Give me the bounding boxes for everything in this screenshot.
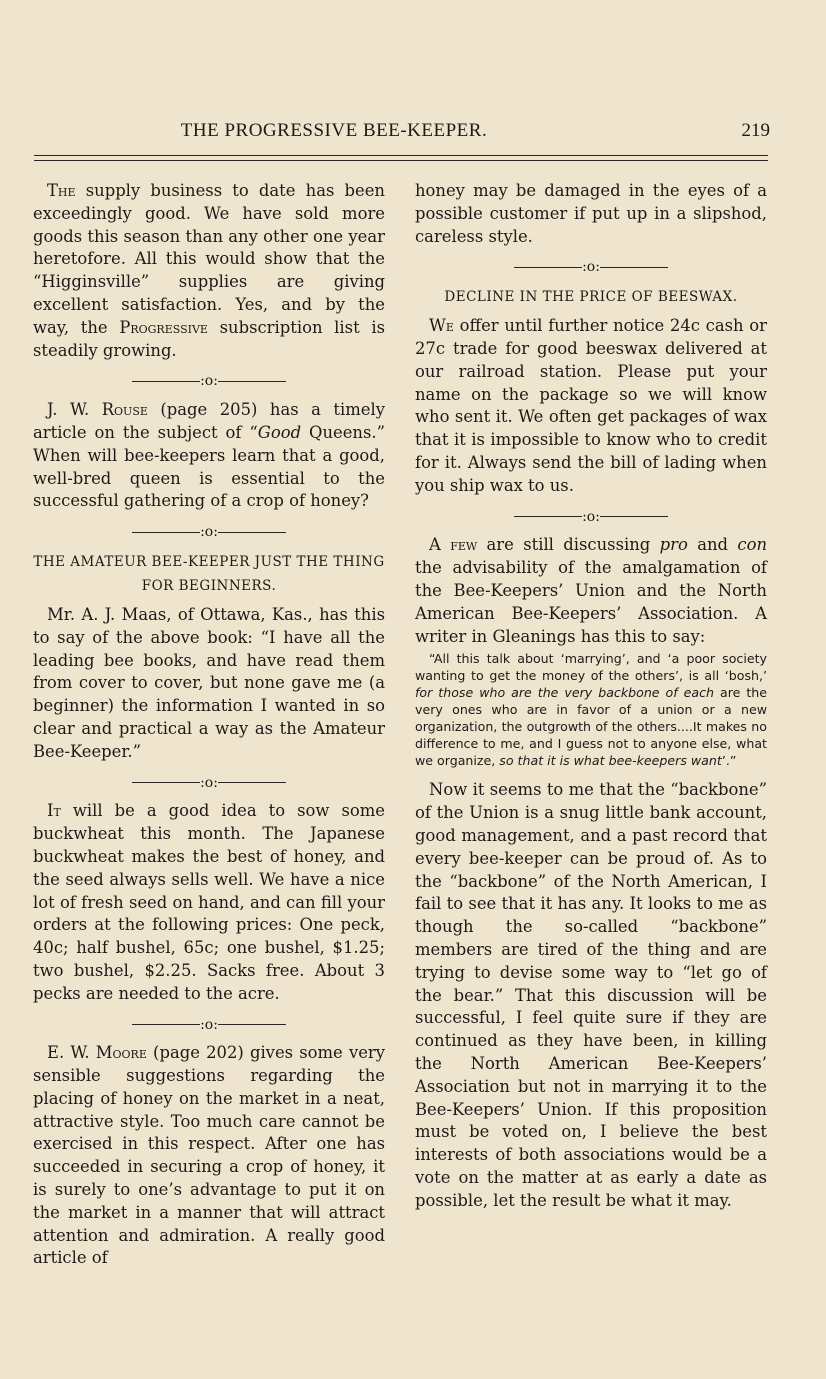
paragraph-text: subscription list is steadily growing.: [33, 317, 386, 360]
separator-mark: :o:: [200, 1016, 218, 1033]
paragraph-text: offer until further notice 24c cash or 27c trade for good beeswax delivered at our railroad station. Please put your name on the package so we will know who sent it. We often get packages of wax that it is impossible to know who to credit for it. Always send the bill of lading when you ship wax to us.: [415, 316, 767, 495]
section-separator: [415, 506, 767, 529]
quote-text: “All this talk about ‘marrying’, and ‘a poor society wanting to get the money of the others’, is all ‘bosh,’: [415, 651, 767, 684]
paragraph-backbone: Now it seems to me that the “backbone” of the Union is a snug little bank account, good management, and a past record that every bee-keeper can be proud of. As to the “backbone” of the North American, I fail to see that it has any. It looks to me as though the so-called “backbone” members are tired of the thing and are trying to devise some way to “let go of the bear.” That this discussion will be successful, I feel quite sure if they are continued as they have been, in killing the North American Bee-Keepers’ Association but not in marrying it to the Bee-Keepers’ Union. If this proposition must be voted on, I believe the best interests of both associations would be a vote on the matter at as early a date as possible, let the result be what it may.: [415, 780, 767, 1210]
paragraph-text: Queens.” When will bee-keepers learn that a good, well-bred queen is essential to the successful gathering of a crop of honey?: [33, 422, 385, 511]
section-separator: [33, 370, 385, 393]
separator-mark: :o:: [582, 259, 600, 276]
paragraph-text: will be a good idea to sow some buckwheat this month. The Japanese buckwheat makes the best of honey, and the seed always sells well. We have a nice lot of fresh seed on hand, and can fill your orders at the following prices: One peck, 40c; half bushel, 65c; one bushel, $1.25; two bushel, $2.25. Sacks free. About 3 pecks are needed to the acre.: [33, 801, 385, 1003]
paragraph-text: (page 202) gives some very sensible suggestions regarding the placing of honey on the market in a neat, attractive style. Too much care cannot be exercised in this respect. After one has succeeded in securing a crop of honey, it is surely to one’s advantage to put it on the market in a manner that will attract attention and admiration. A really good article of: [33, 1043, 385, 1268]
section-separator: [33, 772, 385, 795]
quote-emphasis: for those who are the very backbone of each: [415, 685, 715, 701]
running-title: THE PROGRESSIVE BEE-KEEPER.: [180, 120, 488, 141]
section-heading-beeswax: DECLINE IN THE PRICE OF BEESWAX.: [444, 289, 738, 306]
section-heading-amateur: THE AMATEUR BEE-KEEPER JUST THE THING FOR BEGINNERS.: [33, 553, 385, 594]
emphasis: pro: [659, 535, 688, 555]
quote-emphasis: so that it is what bee-keepers want: [499, 753, 722, 769]
paragraph-text: are still discussing: [477, 535, 660, 555]
right-column: [415, 180, 767, 1212]
paragraph-buckwheat: [33, 800, 385, 1005]
emphasis: con: [737, 535, 767, 555]
paragraph-text: (page 205) has a timely article on the subject of “: [33, 400, 386, 442]
emphasis: Good: [257, 422, 302, 442]
header-rule: [34, 155, 768, 156]
paragraph-maas: Mr. A. J. Maas, of Ottawa, Kas., has this to say of the above book: “I have all the leading bee books, and have read them from cover to cover, but none gave me (a beginner) the information I wanted in so clear and practical a way as the Amateur Bee-Keeper.”: [33, 604, 385, 761]
separator-mark: :o:: [582, 508, 600, 525]
lead-word: The: [47, 181, 76, 200]
paragraph-continued: honey may be damaged in the eyes of a possible customer if put up in a slipshod, careless style.: [415, 181, 767, 246]
small-caps-word: Progressive: [119, 317, 208, 337]
header-rule-double: [34, 160, 768, 161]
separator-mark: :o:: [200, 774, 218, 791]
paragraph-text: and: [687, 535, 738, 555]
paragraph-amalgamation: [415, 534, 767, 648]
paragraph-moore: [33, 1042, 385, 1270]
separator-mark: :o:: [200, 524, 218, 541]
quote-text: are the very ones who are in favor of a union or a new organization, the outgrowth of the others....It makes no difference to me, and I guess not to anyone else, what we organize,: [415, 685, 767, 769]
block-quote: [415, 650, 767, 769]
paragraph-text: E. W.: [47, 1043, 96, 1063]
paragraph-beeswax: [415, 315, 767, 497]
paragraph-text: the advisability of the amalgamation of the Bee-Keepers’ Union and the North American Bee-Keepers’ Association. A writer in Gleanings has this to say:: [415, 558, 767, 646]
lead-word: We: [429, 316, 454, 336]
left-column: [33, 180, 385, 1270]
section-separator: [415, 256, 767, 279]
separator-mark: :o:: [200, 373, 218, 390]
section-separator: [33, 1014, 385, 1037]
lead-word: It: [47, 801, 61, 821]
page-header: [34, 116, 770, 144]
paragraph-text: supply business to date has been exceedingly good. We have sold more goods this season than any other one year heretofore. All this would show that the “Higginsville” supplies are giving excellent satisfaction. Yes, and by the way, the: [33, 181, 385, 337]
small-caps-name: Moore: [95, 1043, 147, 1063]
small-caps-name: Rouse: [101, 400, 148, 420]
quote-text: ’.”: [721, 753, 737, 769]
paragraph-supply-business: [33, 180, 385, 362]
page-number: 219: [741, 120, 770, 141]
paragraph-rouse: [33, 399, 385, 513]
section-separator: [33, 521, 385, 544]
lead-word: A few: [429, 535, 478, 555]
paragraph-text: J. W.: [47, 400, 102, 420]
